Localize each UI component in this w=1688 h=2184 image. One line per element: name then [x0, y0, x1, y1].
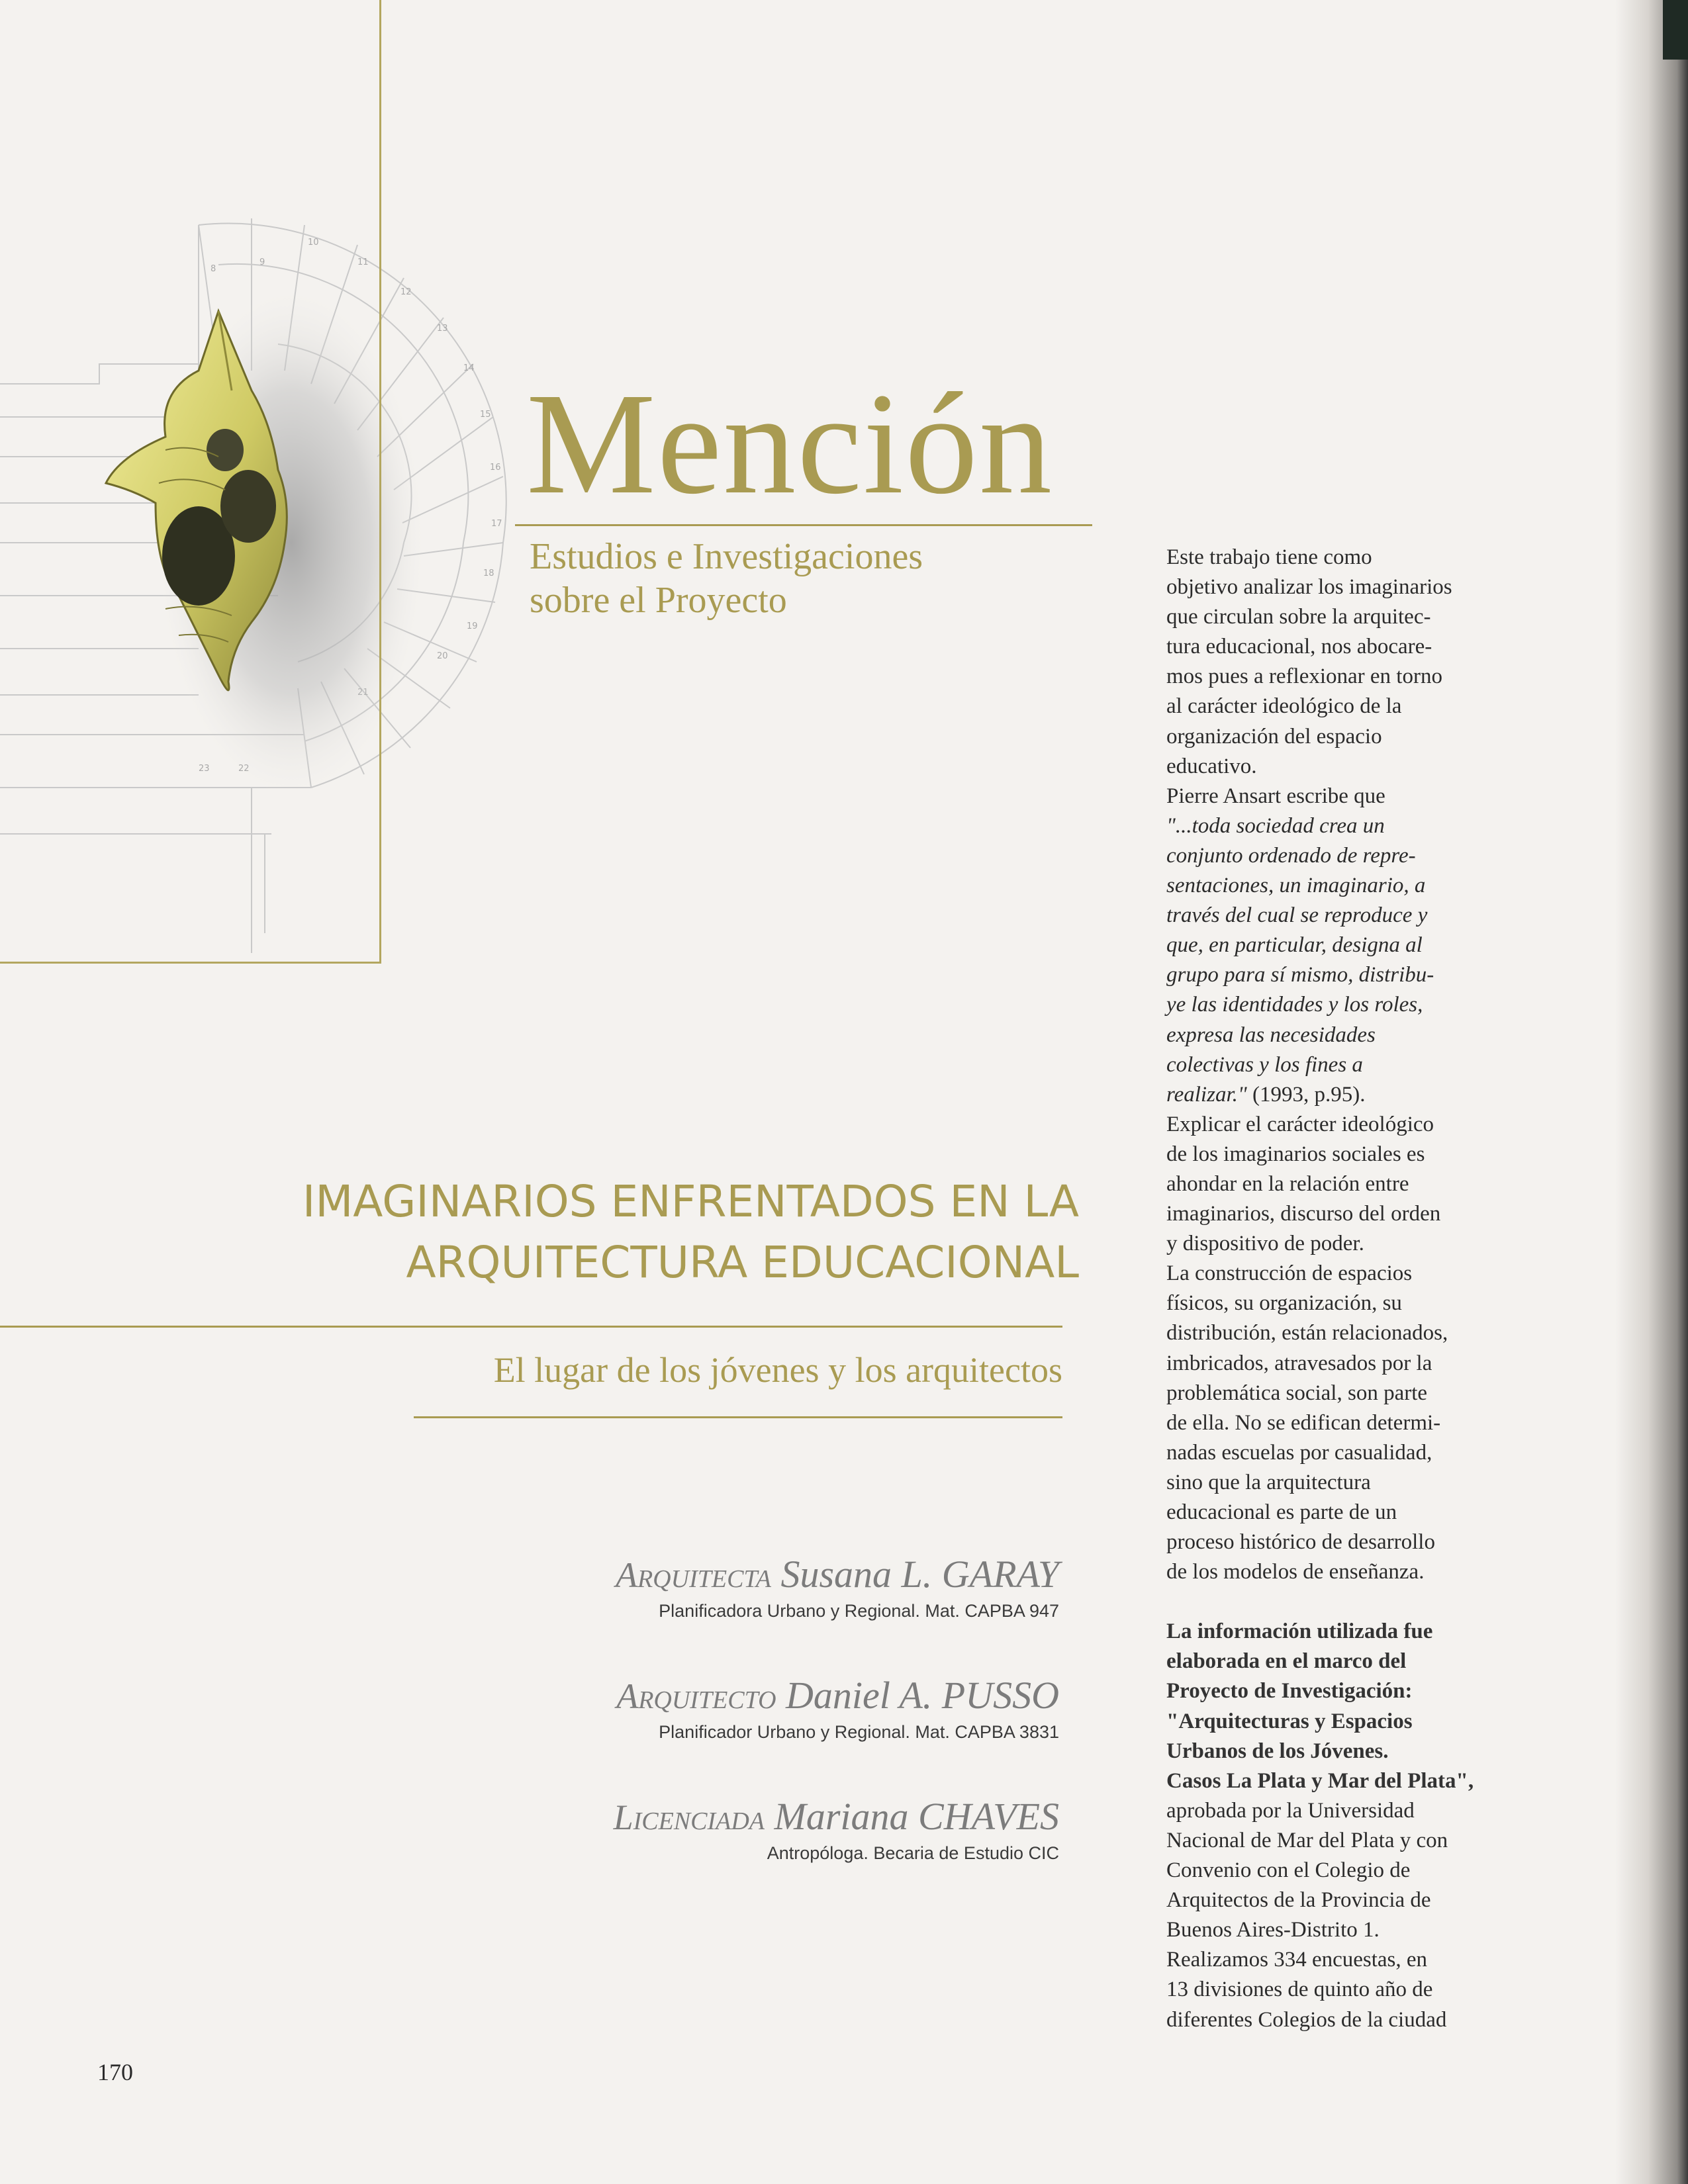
svg-text:18: 18	[483, 569, 494, 578]
section-title: Mención	[526, 363, 1054, 524]
title-rule	[0, 1326, 1062, 1328]
svg-text:8: 8	[211, 264, 216, 274]
article-title-line: IMAGINARIOS ENFRENTADOS EN LA	[302, 1176, 1079, 1227]
svg-text:20: 20	[437, 651, 448, 661]
author-entry	[463, 1552, 1059, 1624]
author-list	[463, 1552, 1059, 1915]
author-name: Arquitecto Daniel A. PUSSO	[616, 1674, 1059, 1717]
header-rule	[515, 524, 1092, 526]
author-entry	[463, 1794, 1059, 1866]
page-gutter-shadow	[1615, 0, 1688, 2184]
paragraph-gap	[1166, 1587, 1504, 1617]
svg-text:23: 23	[199, 764, 210, 774]
svg-text:9: 9	[259, 257, 265, 267]
page-number: 170	[97, 2059, 133, 2085]
svg-text:15: 15	[480, 410, 491, 420]
svg-text:14: 14	[463, 363, 475, 373]
paragraph-intro: Este trabajo tiene como objetivo analizar los imaginarios que circulan sobre la arquitec- tura educacional, nos abocare- mos pues a reflexionar en torno al carácter ideológico de la organización del espacio educativo.	[1166, 545, 1452, 778]
author-credentials: Antropóloga. Becaria de Estudio CIC	[767, 1843, 1059, 1863]
section-category	[530, 535, 1072, 622]
frame-vertical-rule	[379, 0, 381, 963]
page-gutter-edge	[1663, 0, 1688, 60]
author-entry	[463, 1673, 1059, 1745]
svg-text:13: 13	[437, 324, 448, 334]
article-title-line: ARQUITECTURA EDUCACIONAL	[406, 1237, 1079, 1288]
svg-text:10: 10	[308, 238, 319, 248]
subtitle-rule	[414, 1416, 1062, 1418]
paragraph-construction: La construcción de espacios físicos, su organización, su distribución, están relacionados, imbricados, atravesados por la problemática social, son parte de ella. No se edifican determi- nadas escuelas por casualidad, sino que la arquitectura educacional es parte de un proceso histórico de desarrollo de los modelos de enseñanza.	[1166, 1261, 1448, 1584]
author-name: Arquitecta Susana L. GARAY	[615, 1553, 1059, 1596]
svg-text:17: 17	[491, 519, 502, 529]
svg-text:16: 16	[490, 463, 501, 473]
paragraph-project-info: La información utilizada fue elaborada en el marco del Proyecto de Investigación: "Arquitecturas y Espacios Urbanos de los Jóvenes. Casos La Plata y Mar del Plata", aprobada por la Universidad Nacional de Mar del Plata y con Convenio con el Colegio de Arquitectos de la Provincia de Buenos Aires-Distrito 1. Realizamos 334 encuestas, en 13 divisiones de quinto año de diferentes Colegios de la ciudad	[1166, 1619, 1474, 2032]
article-title	[199, 1171, 1079, 1293]
author-name: Licenciada Mariana CHAVES	[613, 1795, 1059, 1838]
frame-horizontal-rule	[0, 962, 381, 964]
author-credentials: Planificador Urbano y Regional. Mat. CAPBA 3831	[659, 1722, 1059, 1742]
svg-text:12: 12	[400, 287, 412, 297]
category-line: sobre el Proyecto	[530, 580, 787, 621]
paragraph-ideology: Explicar el carácter ideológico de los imaginarios sociales es ahondar en la relación entre imaginarios, discurso del orden y dispositivo de poder.	[1166, 1112, 1441, 1256]
author-credentials: Planificadora Urbano y Regional. Mat. CAPBA 947	[659, 1601, 1059, 1621]
category-line: Estudios e Investigaciones	[530, 536, 923, 577]
body-text-column	[1166, 543, 1504, 2035]
article-subtitle: El lugar de los jóvenes y los arquitectos	[493, 1350, 1062, 1390]
paragraph-quote: Pierre Ansart escribe que "...toda sociedad crea un conjunto ordenado de repre- sentaciones, un imaginario, a través del cual se reproduce y que, en particular, designa al grupo para sí mismo, distribu- ye las identidades y los roles, expresa las necesidades colectivas y los fines a realizar." (1993, p.95).	[1166, 784, 1434, 1107]
spiral-staircase-plan-drawing	[0, 172, 583, 953]
svg-text:19: 19	[467, 621, 478, 631]
svg-text:11: 11	[357, 257, 369, 267]
